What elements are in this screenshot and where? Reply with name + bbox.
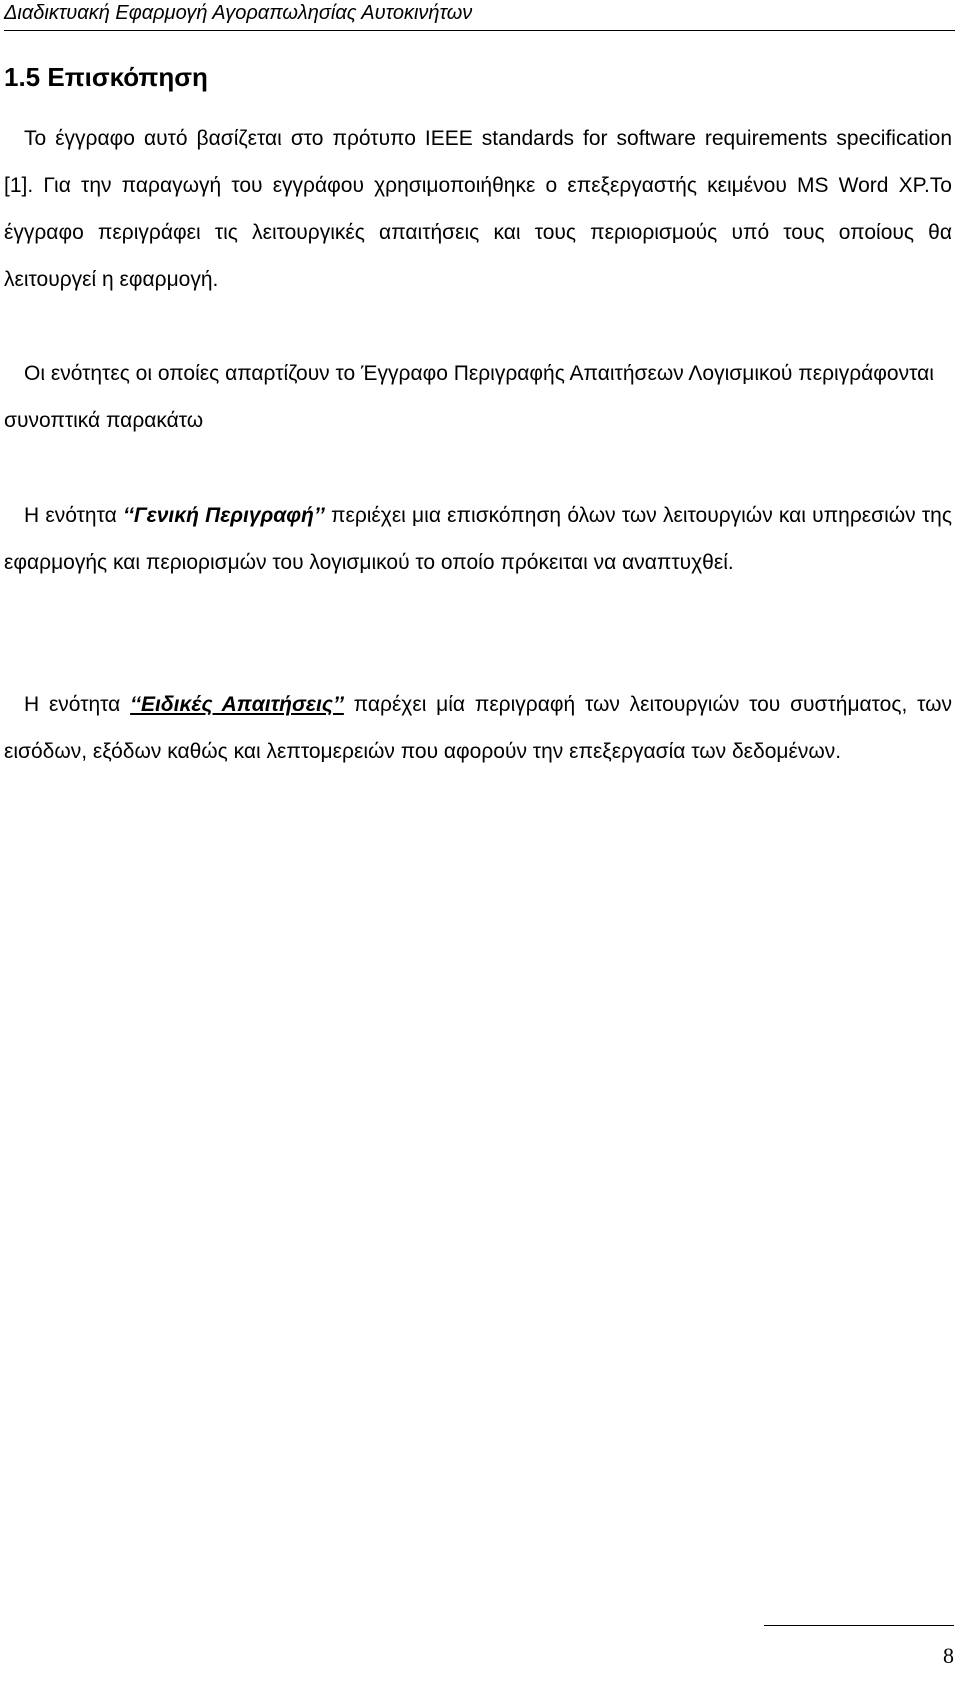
paragraph-specific-requirements [4,681,952,775]
specific-prefix: Η ενότητα [24,693,121,716]
running-header-title: Διαδικτυακή Εφαρμογή Αγοραπωλησίας Αυτοκινήτων [4,2,473,24]
paragraph-intro-1: Το έγγραφο αυτό βασίζεται στο πρότυπο IEEE standards for software requirements specification [1]. Για την παραγωγή του εγγράφου χρησιμοποιήθηκε ο επεξεργαστής κειμένου MS Word XP.Το έγγραφο περιγράφει τις λειτουργικές απαιτήσεις και τους περιορισμούς υπό τους οποίους θα λειτουργεί η εφαρμογή. [4,127,952,291]
specific-requirements-text: παρέχει μία περιγραφή των λειτουργιών του συστήματος, των εισόδων, εξόδων καθώς και λεπτομερειών που αφορούν την επεξεργασία των δεδομένων. [4,693,952,763]
general-prefix: Η ενότητα [24,504,117,527]
footer-rule [764,1625,954,1626]
general-description-title: ‘‘Γενική Περιγραφή’’ [122,504,325,527]
paragraph-intro-2: Οι ενότητες οι οποίες απαρτίζουν το Έγγραφο Περιγραφής Απαιτήσεων Λογισμικού περιγράφονται συνοπτικά παρακάτω [4,362,934,432]
specific-requirements-title: ‘‘Ειδικές Απαιτήσεις’’ [130,693,344,716]
general-description-text: περιέχει μια επισκόπηση όλων των λειτουργιών και υπηρεσιών της εφαρμογής και περιορισμών του λογισμικού το οποίο πρόκειται να αναπτυχθεί. [4,504,952,574]
page-number: 8 [943,1643,954,1668]
paragraph-general-description [4,492,952,586]
running-header [4,0,955,31]
section-heading: 1.5 Επισκόπηση [4,62,208,92]
